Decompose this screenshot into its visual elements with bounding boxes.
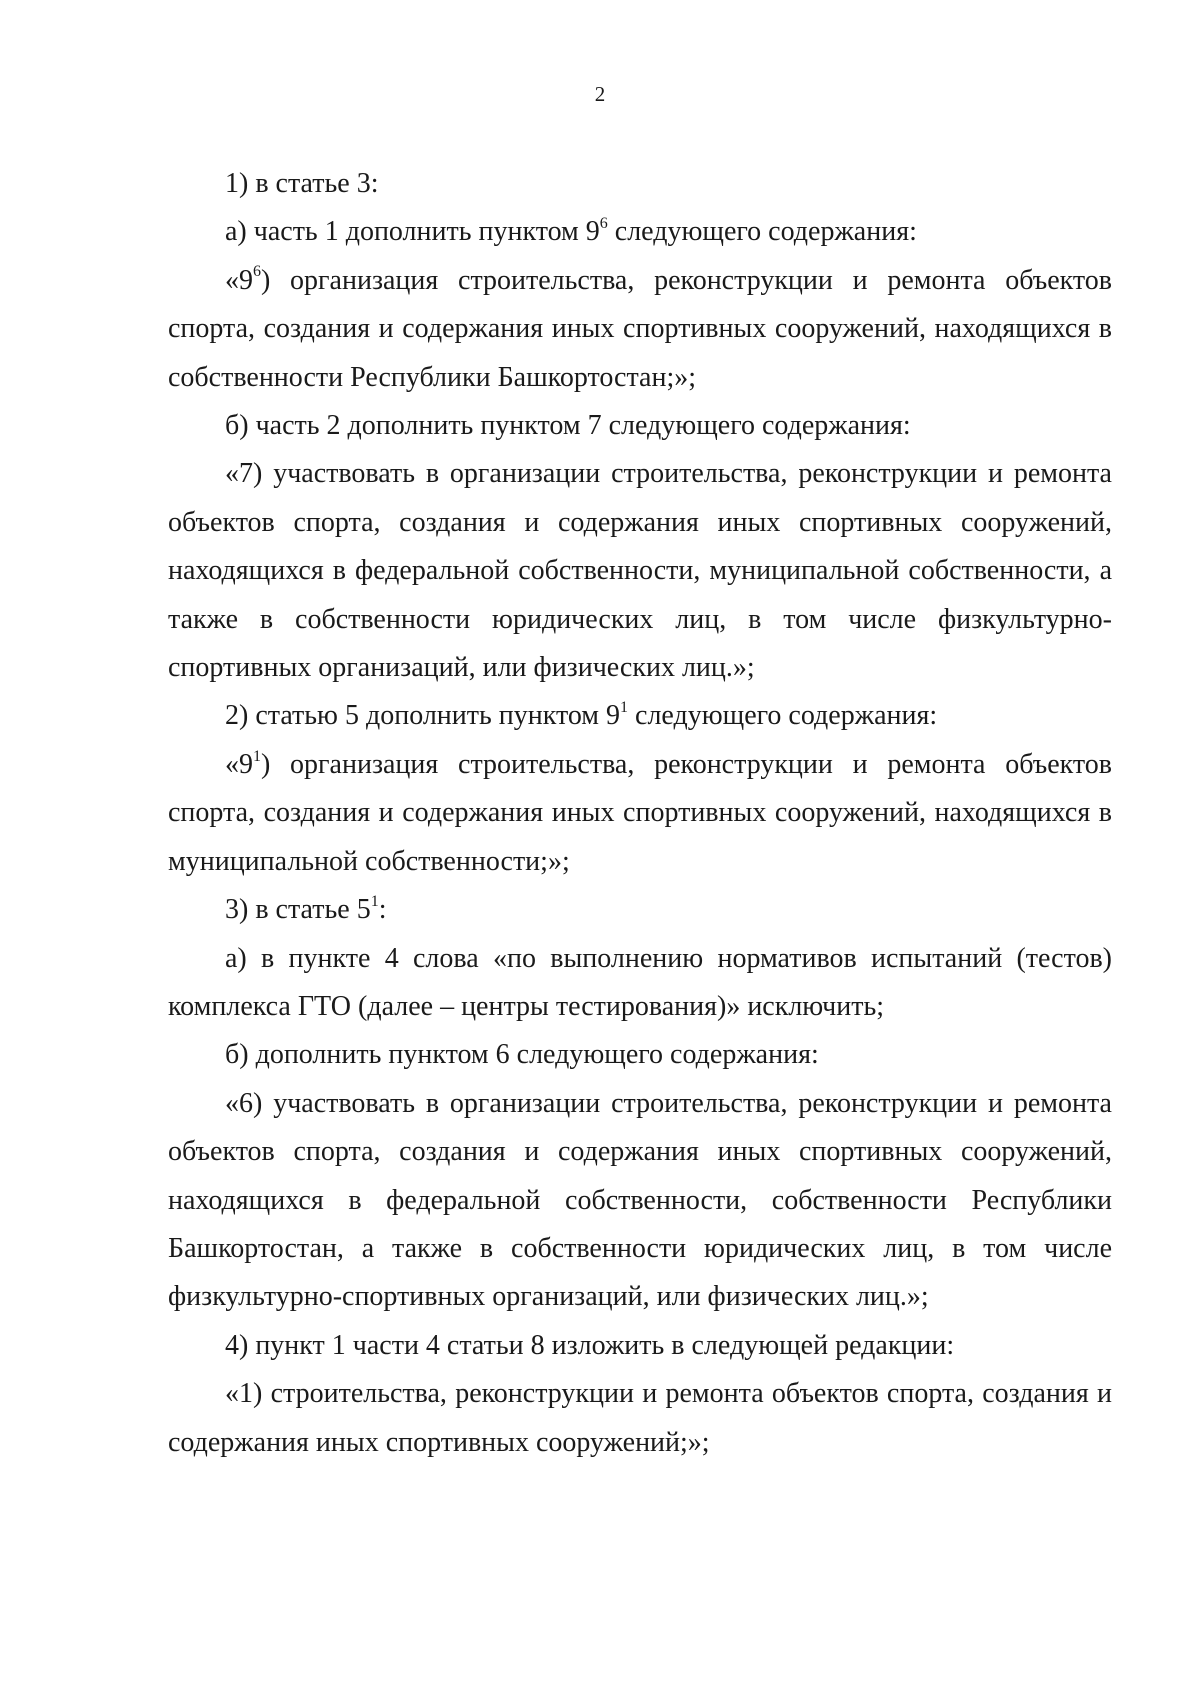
text-fragment: «9 — [225, 264, 253, 296]
paragraph-item-7: «7) участвовать в организации строительства, реконструкции и ремонта объектов спорта, создания и содержания иных спортивных сооружений, находящихся в федеральной собственности, муниципальной собственности, а также в собственности юридических лиц, в том числе физкультурно-спортивных организаций, или физических лиц.»; — [168, 458, 1112, 684]
paragraph-item-9-6 — [168, 257, 1112, 402]
paragraph-item-9-1 — [168, 741, 1112, 886]
text-fragment: 2) статью 5 дополнить пунктом 9 — [225, 700, 621, 732]
paragraph-article-8: 4) пункт 1 части 4 статьи 8 изложить в следующей редакции: — [225, 1329, 955, 1361]
paragraph-item-6: «6) участвовать в организации строительства, реконструкции и ремонта объектов спорта, создания и содержания иных спортивных сооружений, находящихся в федеральной собственности, собственности Республики Башкортостан, а также в собственности юридических лиц, в том числе физкультурно-спортивных организаций, или физических лиц.»; — [168, 1087, 1112, 1313]
paragraph-part-2: б) часть 2 дополнить пунктом 7 следующего содержания: — [225, 410, 911, 442]
paragraph-add-item-6: б) дополнить пунктом 6 следующего содержания: — [225, 1039, 819, 1071]
text-fragment: ) организация строительства, реконструкции и ремонта объектов спорта, создания и содержания иных спортивных сооружений, находящихся в муниципальной собственности;»; — [168, 748, 1112, 877]
text-fragment: а) часть 1 дополнить пунктом 9 — [225, 216, 600, 248]
text-fragment: 3) в статье 5 — [225, 894, 371, 926]
paragraph-article-5 — [168, 692, 1112, 740]
text-fragment: «9 — [225, 748, 253, 780]
superscript: 1 — [253, 747, 261, 765]
paragraph-item-1: «1) строительства, реконструкции и ремонта объектов спорта, создания и содержания иных спортивных сооружений;»; — [168, 1378, 1112, 1458]
paragraph-article-5-1 — [168, 886, 1112, 934]
superscript: 1 — [620, 699, 629, 717]
paragraph-item-4-words: а) в пункте 4 слова «по выполнению нормативов испытаний (тестов) комплекса ГТО (далее – центры тестирования)» исключить; — [168, 942, 1112, 1022]
text-fragment: следующего содержания: — [607, 216, 917, 248]
text-fragment: ) организация строительства, реконструкции и ремонта объектов спорта, создания и содержания иных спортивных сооружений, находящихся в собственности Республики Башкортостан;»; — [168, 264, 1112, 393]
document-body — [168, 160, 1112, 1467]
page-number: 2 — [594, 82, 606, 106]
paragraph-article-3: 1) в статье 3: — [225, 168, 379, 199]
text-fragment: следующего содержания: — [628, 700, 938, 732]
superscript: 1 — [370, 892, 379, 910]
superscript: 6 — [253, 263, 261, 281]
paragraph-part-1 — [168, 208, 1112, 256]
text-fragment: : — [378, 894, 387, 926]
superscript: 6 — [599, 215, 608, 233]
